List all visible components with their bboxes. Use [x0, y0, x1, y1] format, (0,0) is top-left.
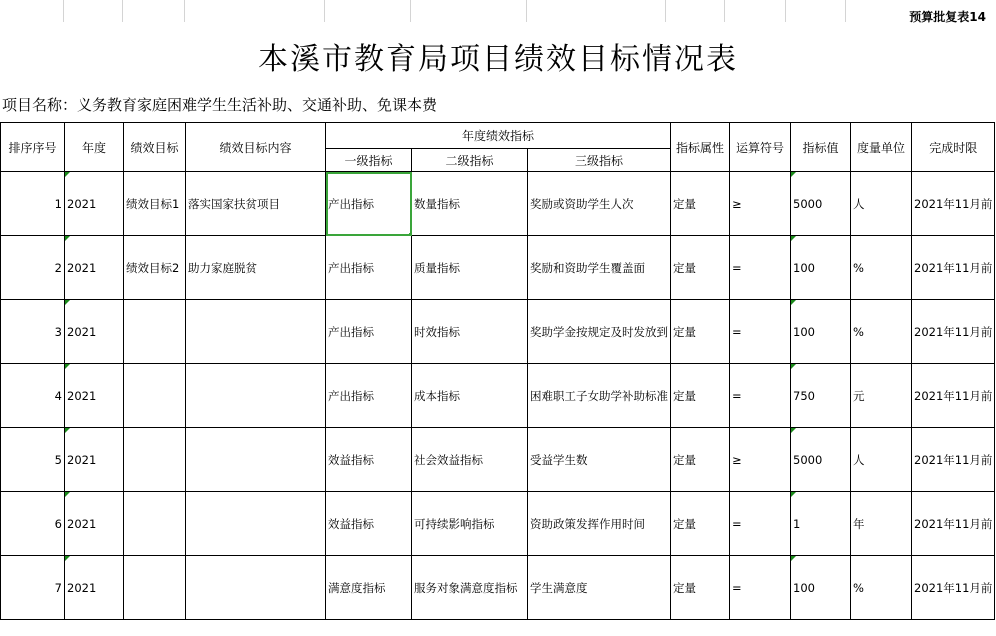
header-level2[interactable]: 二级指标 — [412, 149, 528, 172]
header-level3[interactable]: 三级指标 — [528, 149, 671, 172]
header-goal-content[interactable]: 绩效目标内容 — [186, 123, 326, 172]
cell-level3[interactable]: 受益学生数 — [528, 428, 671, 492]
sheet-gridline — [724, 0, 725, 22]
cell-deadline[interactable]: 2021年11月前 — [912, 428, 995, 492]
cell-level2[interactable]: 质量指标 — [412, 236, 528, 300]
cell-goal-content[interactable] — [186, 428, 326, 492]
cell-seq[interactable]: 3 — [1, 300, 65, 364]
cell-level3[interactable]: 奖助学金按规定及时发放到 — [528, 300, 671, 364]
cell-deadline[interactable]: 2021年11月前 — [912, 300, 995, 364]
cell-level2[interactable]: 可持续影响指标 — [412, 492, 528, 556]
cell-operator[interactable]: = — [730, 364, 791, 428]
cell-unit[interactable]: % — [851, 236, 912, 300]
cell-deadline[interactable]: 2021年11月前 — [912, 364, 995, 428]
cell-value[interactable]: 100 — [791, 236, 851, 300]
cell-year[interactable]: 2021 — [65, 492, 124, 556]
cell-level2[interactable]: 时效指标 — [412, 300, 528, 364]
sheet-gridline — [785, 0, 786, 22]
cell-value[interactable]: 1 — [791, 492, 851, 556]
cell-level1[interactable]: 产出指标 — [326, 172, 412, 236]
cell-operator[interactable]: ≥ — [730, 172, 791, 236]
cell-seq[interactable]: 1 — [1, 172, 65, 236]
sheet-gridline — [410, 0, 411, 22]
header-attr[interactable]: 指标属性 — [671, 123, 730, 172]
cell-level1[interactable]: 产出指标 — [326, 300, 412, 364]
cell-goal[interactable] — [124, 556, 186, 620]
cell-goal[interactable] — [124, 364, 186, 428]
cell-level1[interactable]: 效益指标 — [326, 428, 412, 492]
cell-level3[interactable]: 奖励和资助学生覆盖面 — [528, 236, 671, 300]
cell-year[interactable]: 2021 — [65, 236, 124, 300]
cell-year[interactable]: 2021 — [65, 556, 124, 620]
header-deadline[interactable]: 完成时限 — [912, 123, 995, 172]
sheet-gridline — [526, 0, 527, 22]
cell-year[interactable]: 2021 — [65, 300, 124, 364]
cell-value[interactable]: 5000 — [791, 428, 851, 492]
cell-unit[interactable]: 人 — [851, 428, 912, 492]
cell-level1[interactable]: 产出指标 — [326, 236, 412, 300]
cell-operator[interactable]: ≥ — [730, 428, 791, 492]
sheet-gridline — [324, 0, 325, 22]
cell-attr[interactable]: 定量 — [671, 172, 730, 236]
table-row — [1, 236, 995, 300]
header-unit[interactable]: 度量单位 — [851, 123, 912, 172]
cell-attr[interactable]: 定量 — [671, 364, 730, 428]
table-row — [1, 428, 995, 492]
cell-operator[interactable]: = — [730, 556, 791, 620]
cell-level1[interactable]: 效益指标 — [326, 492, 412, 556]
cell-operator[interactable]: = — [730, 236, 791, 300]
cell-attr[interactable]: 定量 — [671, 492, 730, 556]
cell-attr[interactable]: 定量 — [671, 300, 730, 364]
cell-unit[interactable]: 人 — [851, 172, 912, 236]
cell-level3[interactable]: 奖励或资助学生人次 — [528, 172, 671, 236]
cell-level2[interactable]: 数量指标 — [412, 172, 528, 236]
cell-goal[interactable]: 绩效目标2 — [124, 236, 186, 300]
cell-goal[interactable] — [124, 428, 186, 492]
header-value[interactable]: 指标值 — [791, 123, 851, 172]
header-goal[interactable]: 绩效目标 — [124, 123, 186, 172]
cell-goal-content[interactable]: 落实国家扶贫项目 — [186, 172, 326, 236]
sheet-gridline — [845, 0, 846, 22]
table-row — [1, 364, 995, 428]
cell-deadline[interactable]: 2021年11月前 — [912, 556, 995, 620]
cell-attr[interactable]: 定量 — [671, 428, 730, 492]
header-level1[interactable]: 一级指标 — [326, 149, 412, 172]
sheet-gridline — [184, 0, 185, 22]
cell-seq[interactable]: 7 — [1, 556, 65, 620]
cell-seq[interactable]: 5 — [1, 428, 65, 492]
cell-level2[interactable]: 社会效益指标 — [412, 428, 528, 492]
cell-level2[interactable]: 成本指标 — [412, 364, 528, 428]
cell-deadline[interactable]: 2021年11月前 — [912, 236, 995, 300]
cell-deadline[interactable]: 2021年11月前 — [912, 172, 995, 236]
header-annual-indicators[interactable]: 年度绩效指标 — [326, 123, 671, 149]
cell-goal-content[interactable] — [186, 364, 326, 428]
cell-goal[interactable] — [124, 492, 186, 556]
cell-unit[interactable]: 年 — [851, 492, 912, 556]
page-title: 本溪市教育局项目绩效目标情况表 — [258, 42, 738, 77]
cell-year[interactable]: 2021 — [65, 428, 124, 492]
header-year[interactable]: 年度 — [65, 123, 124, 172]
cell-level2[interactable]: 服务对象满意度指标 — [412, 556, 528, 620]
cell-attr[interactable]: 定量 — [671, 556, 730, 620]
form-code: 预算批复表14 — [909, 10, 986, 24]
cell-unit[interactable]: % — [851, 556, 912, 620]
cell-level1[interactable]: 产出指标 — [326, 364, 412, 428]
cell-year[interactable]: 2021 — [65, 364, 124, 428]
sheet-gridline — [122, 0, 123, 22]
cell-deadline[interactable]: 2021年11月前 — [912, 492, 995, 556]
cell-value[interactable]: 100 — [791, 556, 851, 620]
cell-level3[interactable]: 困难职工子女助学补助标准 — [528, 364, 671, 428]
cell-goal-content[interactable] — [186, 492, 326, 556]
cell-goal[interactable]: 绩效目标1 — [124, 172, 186, 236]
cell-goal-content[interactable]: 助力家庭脱贫 — [186, 236, 326, 300]
table-row — [1, 492, 995, 556]
cell-value[interactable]: 100 — [791, 300, 851, 364]
cell-operator[interactable]: = — [730, 300, 791, 364]
cell-year[interactable]: 2021 — [65, 172, 124, 236]
cell-unit[interactable]: 元 — [851, 364, 912, 428]
cell-value[interactable]: 5000 — [791, 172, 851, 236]
header-operator[interactable]: 运算符号 — [730, 123, 791, 172]
cell-unit[interactable]: % — [851, 300, 912, 364]
table-row — [1, 300, 995, 364]
table-row — [1, 172, 995, 236]
cell-value[interactable]: 750 — [791, 364, 851, 428]
cell-seq[interactable]: 6 — [1, 492, 65, 556]
cell-operator[interactable]: = — [730, 492, 791, 556]
cell-seq[interactable]: 2 — [1, 236, 65, 300]
cell-level1[interactable]: 满意度指标 — [326, 556, 412, 620]
cell-level3[interactable]: 学生满意度 — [528, 556, 671, 620]
cell-attr[interactable]: 定量 — [671, 236, 730, 300]
cell-goal-content[interactable] — [186, 300, 326, 364]
header-seq[interactable]: 排序序号 — [1, 123, 65, 172]
performance-table — [0, 122, 995, 620]
cell-goal-content[interactable] — [186, 556, 326, 620]
cell-seq[interactable]: 4 — [1, 364, 65, 428]
table-row — [1, 556, 995, 620]
sheet-gridline — [63, 0, 64, 22]
cell-level3[interactable]: 资助政策发挥作用时间 — [528, 492, 671, 556]
sheet-gridline — [665, 0, 666, 22]
project-name: 项目名称：义务教育家庭困难学生生活补助、交通补助、免课本费 — [2, 96, 438, 114]
cell-goal[interactable] — [124, 300, 186, 364]
